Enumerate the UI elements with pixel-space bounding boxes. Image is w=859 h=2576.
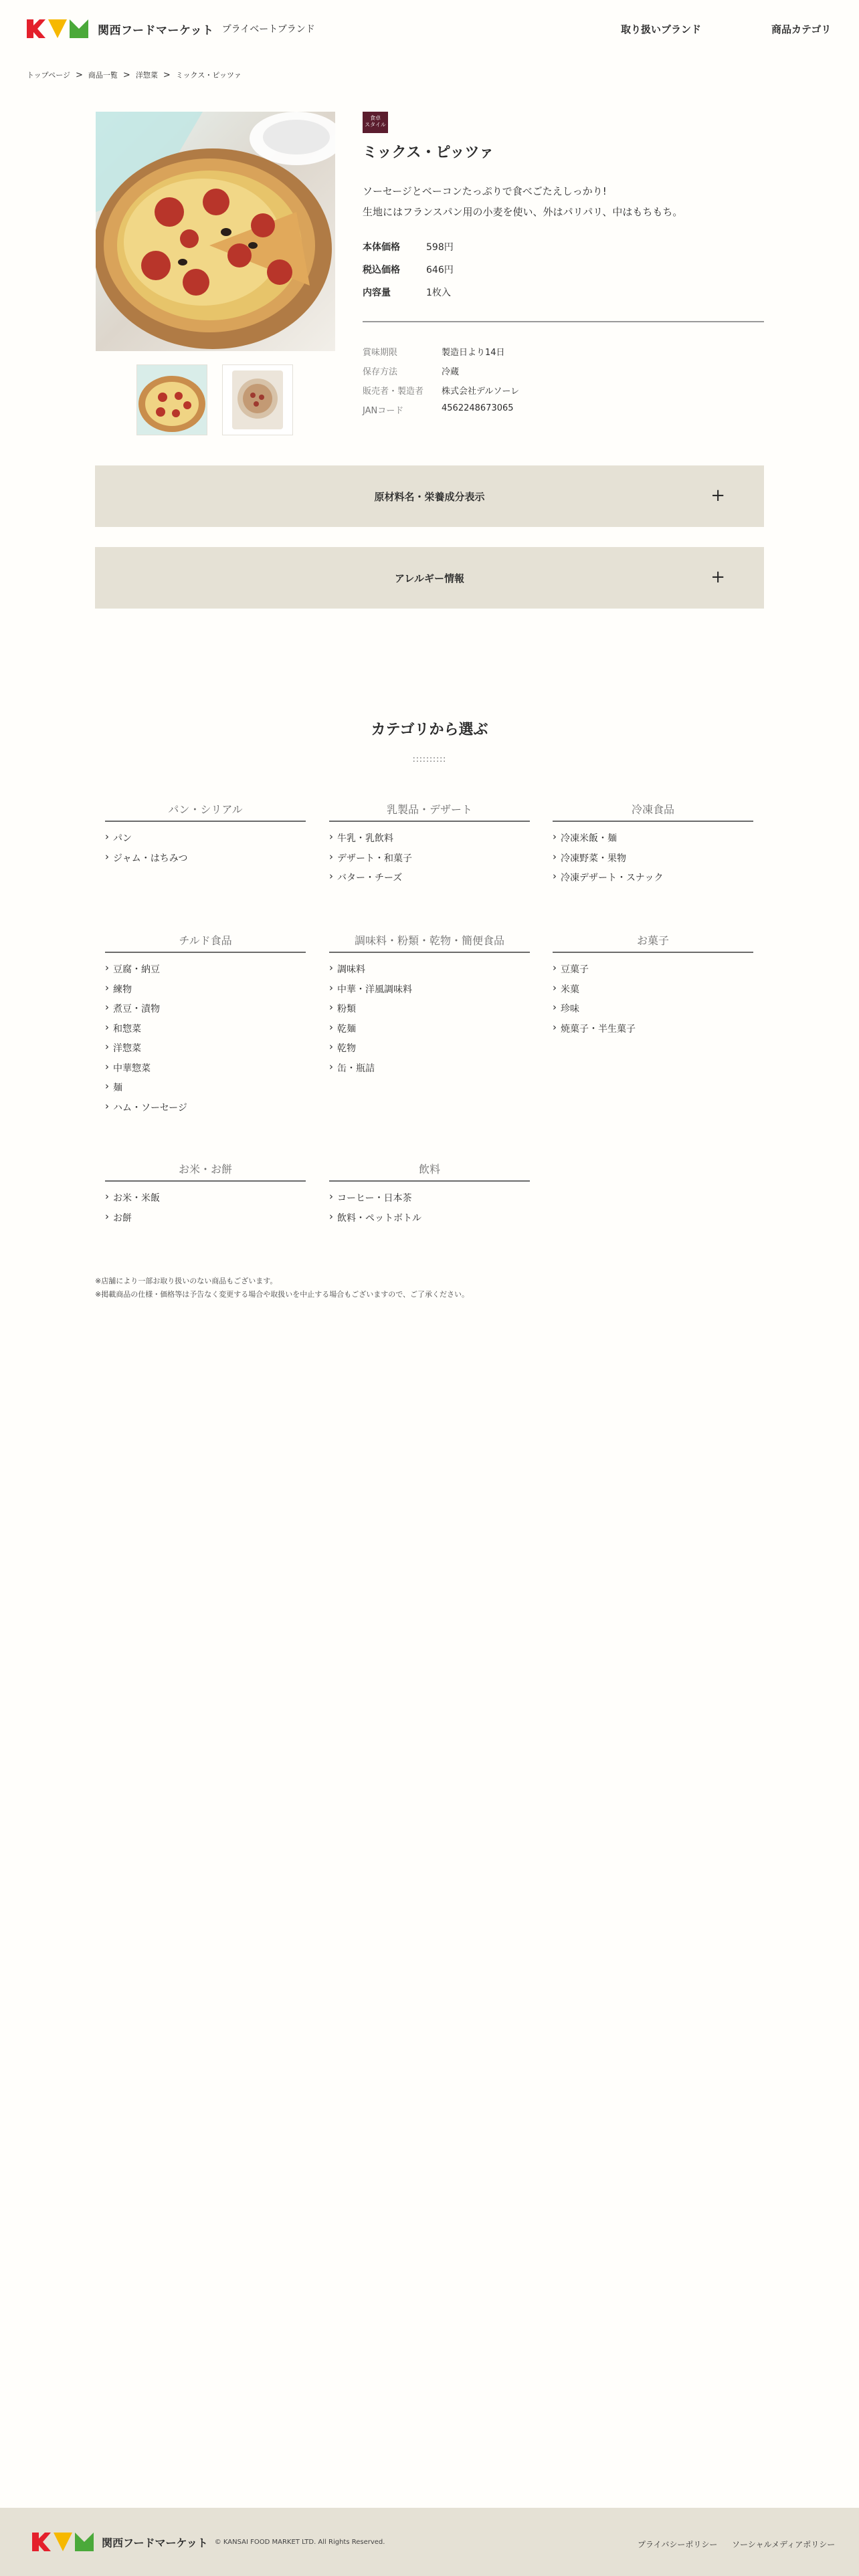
category-group	[553, 801, 753, 891]
info-row	[363, 403, 514, 416]
chevron-right-icon: ›	[329, 1190, 333, 1202]
chevron-right-icon: ›	[329, 1021, 333, 1033]
chevron-right-icon: ›	[105, 1021, 109, 1033]
category-link-label: 洋惣菜	[113, 1043, 141, 1054]
price-row	[363, 240, 454, 253]
category-group	[329, 1161, 530, 1230]
category-link-label: 練物	[113, 984, 132, 995]
category-link[interactable]	[553, 871, 753, 891]
price-value: 598円	[426, 242, 454, 253]
category-link[interactable]	[105, 1061, 306, 1081]
category-link-label: 乾物	[337, 1043, 356, 1054]
info-value: 冷蔵	[442, 367, 460, 377]
chevron-right-icon: ›	[105, 1060, 109, 1073]
copyright: © KANSAI FOOD MARKET LTD. All Rights Reserved.	[214, 2538, 385, 2546]
category-link-label: 乾麺	[337, 1023, 356, 1035]
chevron-right-icon: ›	[105, 850, 109, 863]
product-title: ミックス・ピッツァ	[363, 144, 494, 161]
category-group	[105, 1161, 306, 1230]
category-link[interactable]	[329, 1022, 530, 1042]
accordion-ingredients[interactable]	[95, 465, 764, 527]
chevron-right-icon: ›	[105, 831, 109, 843]
category-list	[105, 962, 306, 1120]
note-line: ※掲載商品の仕様・価格等は予告なく変更する場合や取扱いを中止する場合もございますので、ご了承ください。	[95, 1290, 469, 1299]
category-link[interactable]	[105, 1191, 306, 1211]
category-link-label: 飲料・ペットボトル	[337, 1212, 421, 1224]
category-link[interactable]	[105, 1101, 306, 1121]
category-link-label: 冷凍野菜・果物	[561, 853, 626, 864]
category-group-title: 調味料・粉類・乾物・簡便食品	[329, 932, 530, 953]
category-link-label: パン	[113, 833, 132, 844]
category-link[interactable]	[329, 982, 530, 1002]
category-link[interactable]	[329, 1191, 530, 1211]
breadcrumb-products[interactable]: 商品一覧	[88, 71, 118, 80]
accordion-allergy[interactable]	[95, 547, 764, 609]
info-value: 株式会社デルソーレ	[442, 387, 520, 397]
brand-badge: 食卓 スタイル	[363, 112, 388, 133]
info-row	[363, 345, 505, 358]
category-link[interactable]	[329, 962, 530, 982]
category-link[interactable]	[105, 1041, 306, 1061]
category-group-title: お米・お餅	[105, 1161, 306, 1182]
breadcrumb-current: ミックス・ピッツァ	[175, 71, 242, 80]
chevron-right-icon: ›	[329, 850, 333, 863]
chevron-right-icon: ›	[105, 1099, 109, 1112]
category-list	[105, 831, 306, 871]
price-row	[363, 286, 451, 299]
category-link-label: 焼菓子・半生菓子	[561, 1023, 636, 1035]
category-group-title: チルド食品	[105, 932, 306, 953]
category-list	[329, 831, 530, 891]
category-list	[553, 962, 753, 1041]
plus-icon: +	[710, 567, 725, 587]
note-line: ※店舗により一部お取り扱いのない商品もございます。	[95, 1277, 278, 1285]
info-row	[363, 364, 459, 377]
category-link-label: 和惣菜	[113, 1023, 141, 1035]
accordion-label: アレルギー情報	[394, 572, 465, 584]
chevron-right-icon: ›	[553, 850, 557, 863]
category-link-label: 麺	[113, 1083, 122, 1093]
category-group-title: お菓子	[553, 932, 753, 953]
accordion-label: 原材料名・栄養成分表示	[374, 490, 485, 503]
price-label: 税込価格	[363, 265, 400, 276]
category-link-label: ジャム・はちみつ	[113, 853, 188, 864]
dots-divider: ::::::::::	[412, 754, 447, 764]
category-link-label: 缶・瓶詰	[337, 1063, 375, 1074]
notes	[95, 1275, 469, 1301]
category-group-title: 乳製品・デザート	[329, 801, 530, 822]
category-link[interactable]	[553, 851, 753, 871]
price-label: 内容量	[363, 288, 391, 298]
chevron-right-icon: ›	[105, 1080, 109, 1092]
category-link[interactable]	[329, 1061, 530, 1081]
category-link-label: 米菓	[561, 984, 579, 995]
category-list	[329, 1191, 530, 1230]
logo-mark-icon	[32, 2533, 94, 2551]
chevron-right-icon: ›	[329, 981, 333, 994]
chevron-right-icon: >	[163, 70, 171, 80]
chevron-right-icon: ›	[105, 1190, 109, 1202]
chevron-right-icon: ›	[329, 1060, 333, 1073]
info-label: 賞味期限	[363, 348, 398, 358]
category-group-title: パン・シリアル	[105, 801, 306, 822]
chevron-right-icon: ›	[105, 1001, 109, 1013]
category-link[interactable]	[105, 1002, 306, 1022]
category-link[interactable]	[553, 1022, 753, 1042]
chevron-right-icon: ›	[553, 1001, 557, 1013]
info-label: 販売者・製造者	[363, 387, 424, 397]
category-list	[105, 1191, 306, 1230]
category-link[interactable]	[329, 1211, 530, 1231]
category-link[interactable]	[329, 851, 530, 871]
chevron-right-icon: ›	[329, 831, 333, 843]
chevron-right-icon: ›	[329, 962, 333, 974]
footer-brand: 関西フードマーケット	[102, 2536, 208, 2549]
divider	[363, 321, 764, 322]
category-link[interactable]	[105, 831, 306, 851]
category-link[interactable]	[329, 1041, 530, 1061]
category-link[interactable]	[105, 851, 306, 871]
category-group	[553, 932, 753, 1041]
category-link-label: 調味料	[337, 964, 365, 975]
product-main-image	[96, 112, 335, 351]
category-link-label: 豆菓子	[561, 964, 589, 975]
category-link[interactable]	[329, 871, 530, 891]
chevron-right-icon: ›	[329, 1001, 333, 1013]
category-link[interactable]	[105, 962, 306, 982]
category-section-title: カテゴリから選ぶ	[371, 722, 488, 738]
category-group	[105, 801, 306, 871]
category-group-title: 冷凍食品	[553, 801, 753, 822]
category-group	[105, 932, 306, 1120]
chevron-right-icon: ›	[329, 1041, 333, 1053]
chevron-right-icon: ›	[329, 1210, 333, 1222]
category-link[interactable]	[553, 982, 753, 1002]
category-link-label: お米・米飯	[113, 1193, 160, 1204]
category-link-label: お餅	[113, 1212, 132, 1224]
description-line: 生地にはフランスパン用の小麦を使い、外はパリパリ、中はもちもち。	[363, 206, 683, 218]
chevron-right-icon: ›	[553, 870, 557, 882]
product-description	[363, 181, 682, 223]
category-link[interactable]	[105, 1081, 306, 1101]
info-value: 4562248673065	[442, 403, 514, 413]
price-value: 1枚入	[426, 288, 451, 298]
info-value: 製造日より14日	[442, 348, 505, 358]
info-label: 保存方法	[363, 367, 398, 377]
brand-subtitle: プライベートブランド	[221, 24, 315, 35]
chevron-right-icon: ›	[553, 962, 557, 974]
footer	[0, 2508, 859, 2576]
chevron-right-icon: ›	[105, 1041, 109, 1053]
nav-brands[interactable]: 取り扱いブランド	[621, 23, 702, 35]
category-link[interactable]	[553, 1002, 753, 1022]
category-link-label: 粉類	[337, 1004, 356, 1014]
category-link-label: 冷凍米飯・麺	[561, 833, 617, 844]
price-value: 646円	[426, 265, 454, 276]
breadcrumb-category[interactable]: 洋惣菜	[135, 71, 158, 80]
category-list	[553, 831, 753, 891]
chevron-right-icon: ›	[553, 831, 557, 843]
category-link[interactable]	[105, 1211, 306, 1231]
category-link[interactable]	[329, 1002, 530, 1022]
social-media-policy-link[interactable]: ソーシャルメディアポリシー	[732, 2540, 836, 2549]
price-row	[363, 263, 454, 276]
chevron-right-icon: >	[122, 70, 130, 80]
description-line: ソーセージとベーコンたっぷりで食べごたえしっかり!	[363, 185, 607, 197]
price-label: 本体価格	[363, 242, 400, 253]
site-logo[interactable]	[27, 19, 315, 38]
chevron-right-icon: ›	[553, 1021, 557, 1033]
category-link-label: 豆腐・納豆	[113, 964, 160, 975]
category-link-label: 牛乳・乳飲料	[337, 833, 393, 844]
category-group	[329, 932, 530, 1081]
category-link-label: 中華惣菜	[113, 1063, 151, 1074]
chevron-right-icon: ›	[105, 981, 109, 994]
category-link-label: 煮豆・漬物	[113, 1004, 160, 1014]
breadcrumb-top[interactable]: トップページ	[27, 71, 71, 80]
category-link-label: デザート・和菓子	[337, 853, 412, 864]
chevron-right-icon: ›	[329, 870, 333, 882]
chevron-right-icon: ›	[105, 962, 109, 974]
category-link-label: コーヒー・日本茶	[337, 1193, 412, 1204]
category-group	[329, 801, 530, 891]
category-group-title: 飲料	[329, 1161, 530, 1182]
info-label: JANコード	[363, 406, 404, 416]
category-list	[329, 962, 530, 1081]
logo-mark-icon	[27, 19, 88, 38]
category-link[interactable]	[105, 1022, 306, 1042]
chevron-right-icon: ›	[553, 981, 557, 994]
footer-logo[interactable]	[32, 2533, 385, 2551]
category-link-label: バター・チーズ	[337, 873, 403, 883]
chevron-right-icon: ›	[105, 1210, 109, 1222]
category-link[interactable]	[553, 962, 753, 982]
nav-categories[interactable]: 商品カテゴリ	[771, 23, 832, 35]
category-link-label: 珍味	[561, 1004, 579, 1014]
category-link[interactable]	[553, 831, 753, 851]
category-link[interactable]	[105, 982, 306, 1002]
info-row	[363, 384, 519, 397]
breadcrumb	[27, 70, 242, 80]
brand-name: 関西フードマーケット	[98, 23, 214, 37]
category-link-label: ハム・ソーセージ	[113, 1102, 187, 1113]
product-thumbnail-2[interactable]	[222, 364, 293, 435]
category-link-label: 冷凍デザート・スナック	[561, 873, 664, 883]
privacy-policy-link[interactable]: プライバシーポリシー	[638, 2540, 718, 2549]
category-link[interactable]	[329, 831, 530, 851]
product-thumbnail-1[interactable]	[136, 364, 207, 435]
plus-icon: +	[710, 486, 725, 506]
chevron-right-icon: >	[76, 70, 83, 80]
category-link-label: 中華・洋風調味料	[337, 984, 412, 995]
